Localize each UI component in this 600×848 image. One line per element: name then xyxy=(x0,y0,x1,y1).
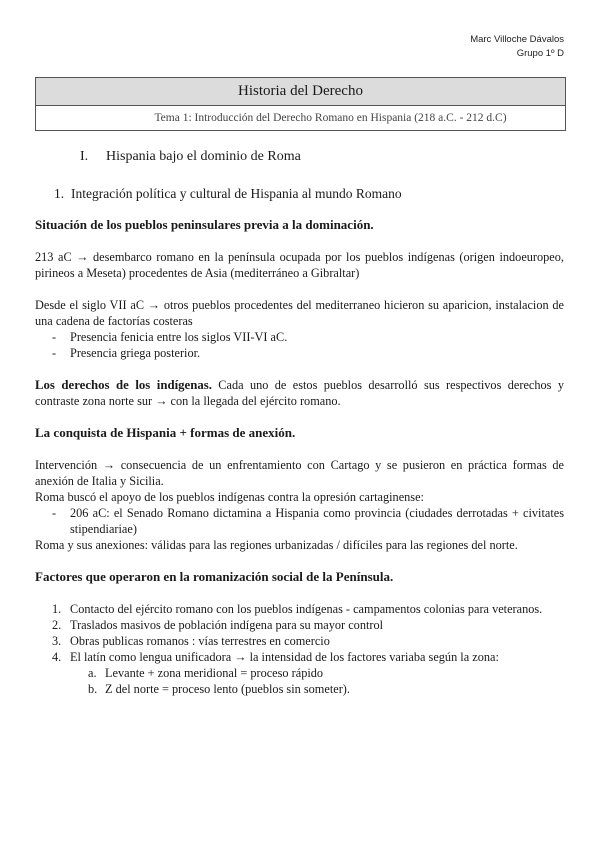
sub-list xyxy=(70,665,564,697)
dash-bullet: - xyxy=(52,330,57,344)
section-heading-conquista: La conquista de Hispania + formas de anexión. xyxy=(35,425,296,440)
section-heading-factores: Factores que operaron en la romanización social de la Península. xyxy=(35,569,394,584)
paragraph: Roma y sus anexiones: válidas para las regiones urbanizadas / difíciles para las regiones del norte. xyxy=(35,538,518,552)
roman-heading-number: I. xyxy=(80,149,89,164)
list-item: 4. El latín como lengua unificadora → la intensidad de los factores variaba según la zona: a. Levante + zona meridional = proceso rápido b. Z del norte = proceso lento (pueblos sin someter). xyxy=(35,649,564,697)
roman-heading xyxy=(80,149,301,165)
author-name: Marc Villoche Dávalos xyxy=(470,34,564,45)
dash-bullet: - xyxy=(52,506,57,520)
author-block xyxy=(470,33,564,61)
list-item: 3. Obras publicas romanos : vías terrestres en comercio xyxy=(52,634,330,648)
title-box xyxy=(35,77,566,131)
list-item: 1. Contacto del ejército romano con los pueblos indígenas - campamentos colonias para veteranos. xyxy=(52,602,543,616)
numbered-heading-number: 1. xyxy=(54,186,65,201)
numbered-list xyxy=(35,601,564,697)
paragraph: Intervención → consecuencia de un enfrentamiento con Cartago y se pusieron en práctica formas de anexión de Italia y Sicilia. xyxy=(35,458,564,488)
document-subtitle: Tema 1: Introducción del Derecho Romano en Hispania (218 a.C. - 212 d.C) xyxy=(154,112,507,124)
author-group: Grupo 1º D xyxy=(516,48,564,59)
section-heading-situacion: Situación de los pueblos peninsulares previa a la dominación. xyxy=(35,217,374,232)
paragraph: 213 aC → desembarco romano en la península ocupada por los pueblos indígenas (origen indoeuropeo, pirineos a Meseta) procedentes de Asia (mediterráneo a Gibraltar) xyxy=(35,250,564,280)
paragraph-derechos: Los derechos de los indígenas. Cada uno de estos pueblos desarrolló sus respectivos derechos y contraste zona norte sur → con la llegada del ejército romano. xyxy=(35,378,564,408)
list-item: - 206 aC: el Senado Romano dictamina a Hispania como provincia (ciudades derrotadas + civitates stipendiariae) xyxy=(52,506,564,536)
bullet-list xyxy=(35,329,564,361)
dash-bullet: - xyxy=(52,346,57,360)
sub-list-item: b. Z del norte = proceso lento (pueblos sin someter). xyxy=(88,682,350,696)
list-item: 2. Traslados masivos de población indígena para su mayor control xyxy=(52,618,384,632)
numbered-heading xyxy=(54,186,402,202)
document-body xyxy=(35,217,564,697)
list-item: - Presencia griega posterior. xyxy=(52,346,201,360)
bullet-list xyxy=(35,505,564,537)
sub-list-item: a. Levante + zona meridional = proceso rápido xyxy=(88,666,324,680)
document-title: Historia del Derecho xyxy=(36,78,565,106)
paragraph: Roma buscó el apoyo de los pueblos indígenas contra la opresión cartaginense: xyxy=(35,490,424,504)
paragraph: Desde el siglo VII aC → otros pueblos procedentes del mediterraneo hicieron su aparicion, instalacion de una cadena de factorías costeras xyxy=(35,298,564,328)
numbered-heading-text: Integración política y cultural de Hispania al mundo Romano xyxy=(71,186,402,201)
inline-bold-heading: Los derechos de los indígenas. xyxy=(35,378,212,392)
list-item: - Presencia fenicia entre los siglos VII-VI aC. xyxy=(52,330,288,344)
roman-heading-text: Hispania bajo el dominio de Roma xyxy=(106,149,301,164)
